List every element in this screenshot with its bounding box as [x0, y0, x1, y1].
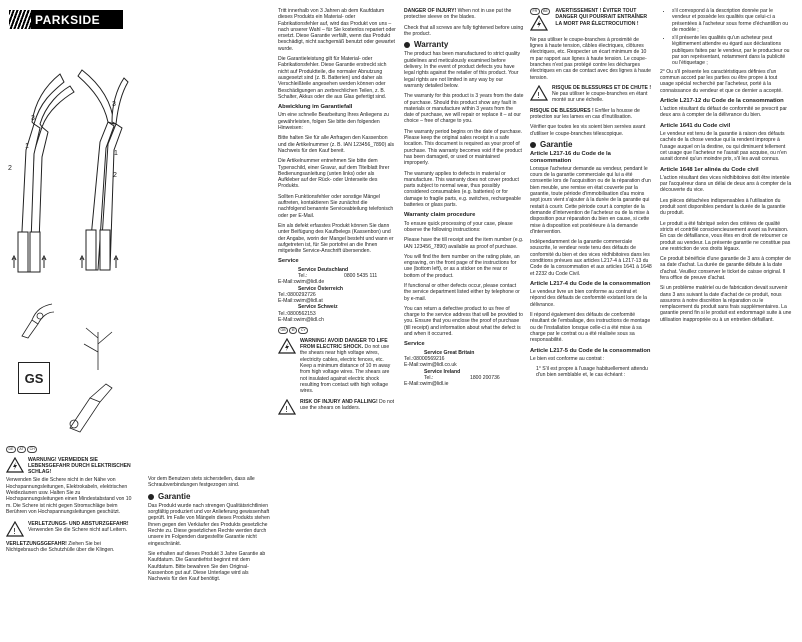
fall-warning-icon [6, 521, 24, 537]
warning-injury-text: Ziehen Sie bei Nichtgebrauch die Schutzhülle über die Klingen. [6, 541, 115, 554]
section-warranty [404, 42, 524, 48]
label-3-left: 3 [31, 115, 35, 122]
label-2-left: 2 [8, 165, 12, 172]
article-l217-16-text: Lorsque l'acheteur demande au vendeur, pendant le cours de la garantie commerciale qui lui a été consentie lors de l'acquisition ou de la réparation d'un bien meuble, une remise en état couverte par la garantie, toute période d'immobilisation d'au moins sept jours vient s'ajouter à la durée de la garantie qui restait à courir. Cette période court à compter de la demande d'intervention de l'acheteur ou de la mise à disposition pour réparation du bien en cause, si cette mise à disposition est postérieure à la demande d'intervention. [530, 165, 651, 235]
warning-electric-title-gb: WARNING! AVOID DANGER TO LIFE FROM ELECTRIC SHOCK. [300, 337, 388, 351]
label-3-right: 3 [112, 101, 116, 108]
fall-warning-icon-gb [278, 399, 296, 415]
garantie-fr-p2: Le produit a été fabriqué selon des critères de qualité stricts et contrôlé consciencieusement avant sa livraison. En cas de défaillance, vous êtes en droit de retourner ce produit au vendeur. La présente garantie ne constitue pas une restriction de vos droits légaux. [660, 220, 791, 252]
mail-at[interactable]: E-Mail:owim@lidl.at [278, 298, 323, 305]
label-1-right: 1 [114, 150, 118, 157]
warning-electric-text: Verwenden Sie die Schere nicht in der Nähe von Hochspannungsleitungen, Elektrokabeln, elektrischen Weidezäunen usw. Halten Sie zu Hochspannungsleitungen einen Mindestabstand von 10 m. Die Schere ist nicht gegen Stromschläge beim Berühren von Hochspannungsleitungen geschützt. [6, 477, 132, 515]
claim-de-p1: Um eine schnelle Bearbeitung Ihres Anliegens zu gewährleisten, folgen Sie bitte den folgenden Hinweisen: [278, 112, 389, 132]
section-garantie-fr-title: Garantie [540, 139, 573, 149]
screws-check-text-de: Vor dem Benutzen stets sicherstellen, dass alle Schraubverbindungen festgezogen sind. [148, 476, 255, 489]
injury-fr-block [530, 108, 652, 121]
section-warranty-title: Warranty [414, 40, 449, 50]
article-l217-12-text: L'action résultant du défaut de conformité se prescrit par deux ans à compter de la délivrance du bien. [660, 106, 787, 119]
mail-ch[interactable]: E-Mail:owim@lidl.ch [278, 317, 324, 324]
tel-label-de: Tel.: [298, 272, 308, 279]
electric-warning-icon-fr [530, 15, 548, 31]
tag-at: AT [17, 446, 26, 453]
product-illustration [4, 32, 132, 292]
section-bullet-icon-fr [530, 142, 536, 148]
brand-logo [9, 10, 123, 29]
claim-gb-p2: Please have the till receipt and the item number (e.g. IAN 123456_7890) available as proof of purchase. [404, 237, 524, 250]
label-2-right: 2 [113, 172, 117, 179]
mail-de[interactable]: E-Mail:owim@lidl.de [278, 279, 325, 286]
garantie-de-p3: Tritt innerhalb von 3 Jahren ab dem Kaufdatum dieses Produkts ein Material- oder Fabrikationsfehler auf, wird das Produkt von uns – nach unserer Wahl – für Sie kostenlos repariert oder ersetzt. Diese Garantie verfällt, wenn das Produkt beschädigt, nicht sachgemäß benutzt oder gewartet wurde. [278, 8, 396, 52]
tag-gb: GB [278, 327, 288, 334]
svg-text:!: ! [13, 527, 17, 537]
garantie-fr-p3: Ce produit bénéficie d'une garantie de 3 ans à compter de sa date d'achat. La durée de garantie débute à la date d'achat. Veuillez conserver le ticket de caisse original. Il fera office de preuve d'achat. [660, 256, 791, 281]
warning-fall-title-gb: RISK OF INJURY AND FALLING! [300, 398, 378, 405]
article-1641-text: Le vendeur est tenu de la garantie à raison des défauts cachés de la chose vendue qui la rendent impropre à l'usage auquel on la destine, ou qui diminuent tellement cet usage que l'acheteur ne l'aurait pas acquise, ou n'en aurait donné qu'un moindre prix, s'il les avait connus. [660, 131, 787, 163]
warning-fall-text-fr: Ne pas utiliser le coupe-branches en étant monté sur une échelle. [552, 91, 648, 104]
injury-gb-block [404, 8, 524, 21]
warning-electric-block [28, 457, 134, 476]
article-l217-12-heading: Article L217-12 du Code de la consommation [660, 97, 784, 104]
svg-text:!: ! [285, 404, 289, 414]
conformity-item-b: • s'il présente les qualités qu'un acheteur peut légitimement attendre eu égard aux déclarations publiques faites par le vendeur, par le producteur ou par son représentant, notamment dans la publicité ou l'étiquetage ; [672, 35, 792, 66]
svg-text:!: ! [537, 90, 541, 100]
garantie-de-p4: Die Garantieleistung gilt für Material- oder Fabrikationsfehler. Diese Garantie erstreckt sich nicht auf Produktteile, die normaler Abnutzung ausgesetzt sind (z. B. Batterien) und daher als Verschleißteile angesehen werden können oder Beschädigungen an zerbrechlichen Teilen, z. B. Schalter, Akkus oder die aus Glas gefertigt sind. [278, 56, 387, 100]
article-l217-5-p1: Le bien est conforme au contrat : [530, 355, 605, 362]
garantie-fr-p1: Indépendamment de la garantie commerciale souscrite, le vendeur reste tenu des défauts de conformité du bien et des vices rédhibitoires dans les conditions prévues aux articles L217-4 à L217-13 du Code de la consommation et aux articles 1641 à 1648 et 2232 du Code Civil. [530, 239, 652, 277]
service-gb-name: Service Great Britain [424, 349, 475, 356]
section-garantie-de-title: Garantie [158, 491, 191, 501]
warranty-p1: The product has been manufactured to strict quality guidelines and meticulously examined before delivery. In the event of product defects you have legal rights against the retailer of this product. Your legal rights are not limited in any way by our warranty detailed below. [404, 51, 521, 89]
conformity-item-a: • s'il correspond à la description donnée par le vendeur et possède les qualités que celui-ci a présentées à l'acheteur sous forme d'échantillon ou de modèle ; [672, 8, 792, 33]
article-1641-heading: Article 1641 du Code civil [660, 122, 731, 129]
section-bullet-icon-gb [404, 42, 410, 48]
lang-tags-gb [278, 327, 396, 334]
claim-heading-de: Abwicklung im Garantiefall [278, 104, 353, 111]
gs-mark-text: GS [24, 370, 44, 386]
injury-gb-text: When not in use put the protective sleeve on the blades. [404, 8, 512, 21]
warning-fall-text: Verwenden Sie die Schere nicht auf Leitern. [28, 527, 128, 534]
warranty-p2: The warranty for this product is 3 years from the date of purchase. Should this product show any fault in materials or manufacture within 3 years from the date of purchase, we will repair or replace it – at our choice – free of charge to you. [404, 93, 524, 125]
claim-de-p3: Die Artikelnummer entnehmen Sie bitte dem Typenschild, einer Gravur, auf dem Titelblatt Ihrer Bedienungsanleitung (unten links) oder als Aufkleber auf der Rück- oder Unterseite des Produkts. [278, 158, 390, 190]
article-l217-4-p1: Le vendeur livre un bien conforme au contrat et répond des défauts de conformité existant lors de la délivrance. [530, 289, 647, 308]
lang-tags-de [6, 446, 134, 453]
gs-mark [18, 362, 50, 394]
tag-fr: FR [530, 8, 540, 15]
tel-ie[interactable]: 1800 200736 [470, 374, 500, 381]
section-garantie-fr [530, 139, 652, 149]
warning-fall-text-gb: Do not use the shears on ladders. [300, 398, 395, 411]
claim-gb-p4: If functional or other defects occur, please contact the service department listed either by telephone or by e-mail. [404, 282, 520, 302]
article-1648-text: L'action résultant des vices rédhibitoires doit être intentée par l'acquéreur dans un délai de deux ans à compter de la découverte du vice. [660, 174, 792, 194]
claim-de-p5: Ein als defekt erfasstes Produkt können Sie dann unter Beifügung des Kaufbelegs (Kassenbon) und der Angabe, worin der Mangel besteht und wann er aufgetreten ist, für Sie portofrei an die Ihnen mitgeteilte Service-Anschrift übersenden. [278, 222, 394, 255]
tel-label-ie: Tel.: [424, 374, 434, 381]
garantie-fr-p4: Si un problème matériel ou de fabrication devait survenir dans 3 ans suivant la date d'achat de ce produit, nous assurons à notre discrétion la réparation ou le remplacement du produit sans frais supplémentaires. La garantie prend fin si le produit est endommagé suite à une utilisation inappropriée ou à un entretien défaillant. [660, 285, 792, 323]
claim-de-p4: Sollten Funktionsfehler oder sonstige Mängel auftreten, kontaktieren Sie zunächst die nachfolgend benannte Serviceabteilung telefonisch oder per E-Mail. [278, 193, 394, 219]
claim-gb-p1: To ensure quick processing of your case, please observe the following instructions: [404, 220, 513, 233]
tel-gb[interactable]: Tel.:08000569216 [404, 355, 445, 362]
garantie-de-p1: Das Produkt wurde nach strengen Qualitätsrichtlinien sorgfältig produziert und vor Anlieferung gewissenhaft geprüft. Im Falle von Mängeln dieses Produkts stehen Ihnen gegen den Verkäufer des Produkts gesetzliche Rechte zu. Diese gesetzlichen Rechte werden durch unsere im Folgenden dargestellte Garantie nicht eingeschränkt. [148, 502, 270, 547]
tag-be: BE [541, 8, 551, 15]
cutting-branch-icon [18, 300, 58, 340]
tag-de: DE [6, 446, 16, 453]
tag-ie: IE [289, 327, 297, 334]
warning-electric-text-fr: Ne pas utiliser le coupe-branches à proximité de lignes à haute tension, câbles électriques, clôtures électriques, etc. Respecter un écart minimum de 10 m par rapport aux lignes à haute tension. Le coupe-branches n'est pas protégé contre les décharges électriques en cas de contact avec des lignes à haute tension. [530, 36, 651, 81]
tree-shears-icon [78, 322, 118, 372]
electric-warning-icon-gb [278, 338, 296, 354]
warning-fall-title: VERLETZUNGS- UND ABSTURZGEFAHR! [28, 521, 129, 528]
claim-gb-p5: You can return a defective product to us free of charge to the service address that will be provided to you. Ensure that you enclose the proof of purchase (till receipt) and information about what the defect is and when it occurred. [404, 305, 523, 338]
tel-at[interactable]: Tel.:0800292726 [278, 291, 316, 298]
conformity-list [660, 8, 792, 67]
warning-electric-title: WARNUNG! VERMEIDEN SIE LEBENSGEFAHR DURCH ELEKTRISCHEN SCHLAG! [28, 456, 131, 476]
warning-injury-title: VERLETZUNGSGEFAHR! [6, 541, 67, 548]
brand-name: PARKSIDE [35, 12, 101, 27]
service-de-name: Service Deutschland [298, 266, 349, 273]
service-heading-de: Service [278, 258, 299, 265]
label-1-left: 1 [25, 143, 29, 150]
screws-check-text-gb: Check that all screws are fully tightened before using the product. [404, 24, 524, 37]
tools-illustration [60, 378, 120, 438]
injury-gb-title: DANGER OF INJURY! [404, 8, 457, 14]
logo-stripes-icon [9, 10, 31, 29]
article-l217-4-heading: Article L217-4 du Code de la consommation [530, 280, 651, 287]
article-1648-heading: Article 1648 1er alinéa du Code civil [660, 166, 759, 173]
warranty-p4: The warranty applies to defects in material or manufacture. This warranty does not cover product parts subject to normal wear, thus possibly considered consumables (e.g. batteries) or for damage to fragile parts, e.g. switches, rechargeable batteries or glass parts. [404, 170, 521, 209]
injury-fr-text: Enfiler la housse de protection sur les lames en cas d'inutilisation. [530, 107, 640, 121]
conformity-item-2: 2° Ou s'il présente les caractéristiques définies d'un commun accord par les parties ou être propre à tout usage spécial recherché par l'acheteur, porté à la connaissance du vendeur et que ce dernier a accepté. [660, 68, 783, 94]
section-bullet-icon [148, 494, 154, 500]
article-l217-4-p2: Il répond également des défauts de conformité résultant de l'emballage, des instructions de montage ou de l'installation lorsque celle-ci a été mise à sa charge par le contrat ou a été réalisée sous sa responsabilité. [530, 312, 651, 344]
warranty-p3: The warranty period begins on the date of purchase. Please keep the original sales receipt in a safe location. This document is required as your proof of purchase. This warranty becomes void if the product has been damaged, or used or maintained improperly. [404, 128, 523, 167]
service-ch-name: Service Schweiz [298, 304, 338, 311]
spare-parts-text: Les pièces détachées indispensables à l'utilisation du produit sont disponibles pendant la durée de la garantie du produit. [660, 197, 786, 217]
claim-gb-p3: You will find the item number on the rating plate, an engraving, on the front page of the instructions for use (bottom left), or as a sticker on the rear or bottom of the product. [404, 253, 520, 279]
service-at-name: Service Österreich [298, 285, 344, 292]
service-heading-gb: Service [404, 341, 425, 348]
fall-warning-icon-fr [530, 85, 548, 101]
shears-open-icon [78, 70, 128, 270]
article-l217-5-li1: 1° S'il est propre à l'usage habituellement attendu d'un bien semblable et, le cas échéant : [536, 366, 648, 379]
garantie-de-p2: Sie erhalten auf dieses Produkt 3 Jahre Garantie ab Kaufdatum. Die Garantiefrist beginnt mit dem Kaufdatum. Bitte bewahren Sie den Original-Kassenbon gut auf. Diese Unterlage wird als Nachweis für den Kauf benötigt. [148, 550, 266, 583]
tag-cy: CY [298, 327, 308, 334]
warning-fall-title-fr: RISQUE DE BLESSURES ET DE CHUTE ! [552, 84, 652, 91]
claim-de-p2: Bitte halten Sie für alle Anfragen den Kassenbon und die Artikelnummer (z. B. IAN 123456_7890) als Nachweis für den Kauf bereit. [278, 135, 395, 154]
mail-ie[interactable]: E-Mail:owim@lidl.ie [404, 381, 449, 388]
tag-ch: CH [27, 446, 37, 453]
mail-gb[interactable]: E-Mail:owim@lidl.co.uk [404, 362, 457, 369]
section-garantie-de [148, 491, 270, 501]
article-l217-16-heading: Article L217-16 du Code de la consommation [530, 151, 611, 164]
shears-closed-icon [18, 74, 74, 272]
injury-fr-title: RISQUE DE BLESSURES ! [530, 107, 594, 114]
service-ie-name: Service Ireland [424, 368, 461, 375]
claim-heading-gb: Warranty claim procedure [404, 212, 476, 219]
warning-electric-title-fr: AVERTISSEMENT ! ÉVITER TOUT DANGER QUI POURRAIT ENTRAÎNER LA MORT PAR ÉLECTROCUTION ! [555, 8, 648, 27]
warning-electric-text-gb: Do not use the shears near high voltage wires, electricity cables, electric fences, etc. Keep a minimum distance of 10 m away from high voltage wires. The shears are not insulated against electric shock resulting from contact with high voltage wires. [300, 344, 391, 395]
screws-check-text-fr: Vérifier que toutes les vis soient bien serrées avant d'utiliser le coupe-branches télescopique. [530, 124, 646, 137]
article-l217-5-heading: Article L217-5 du Code de la consommation [530, 347, 651, 354]
tel-de[interactable]: 0800 5435 111 [344, 272, 378, 279]
electric-warning-icon [6, 457, 24, 473]
tel-ch[interactable]: Tel.:0800562153 [278, 310, 316, 317]
